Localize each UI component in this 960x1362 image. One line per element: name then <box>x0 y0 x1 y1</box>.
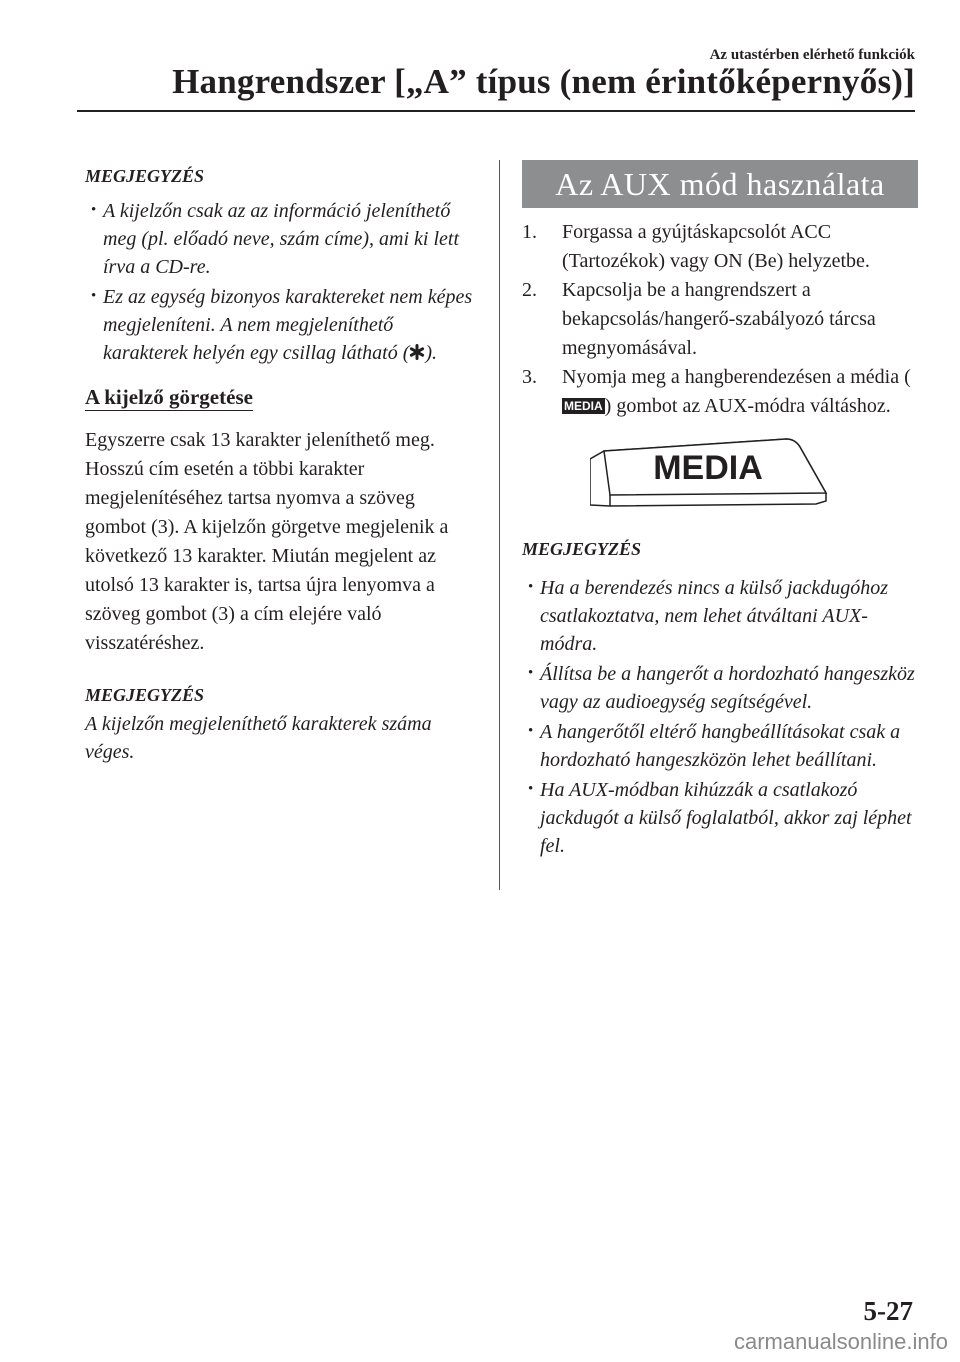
note-heading: MEGJEGYZÉS <box>85 166 205 186</box>
section-banner: Az AUX mód használata <box>522 160 918 208</box>
column-divider <box>499 160 500 890</box>
note-text: A kijelzőn megjeleníthető karakterek száma véges. <box>85 713 432 763</box>
note-heading: MEGJEGYZÉS <box>85 685 205 705</box>
step-item: 1. Forgassa a gyújtáskapcsolót ACC (Tartozékok) vagy ON (Be) helyzetbe. <box>522 221 870 272</box>
note-item-text-end: ). <box>425 342 438 364</box>
step-item: 3. Nyomja meg a hangberendezésen a média (MEDIA ) gombot az AUX-módra váltáshoz. <box>522 366 911 417</box>
media-button-label: MEDIA <box>653 449 763 487</box>
note-list <box>522 574 918 860</box>
section-heading-scroll: A kijelző görgetése <box>85 385 253 409</box>
note-item: • A kijelzőn csak az az információ jeleníthető meg (pl. előadó neve, szám címe), ami ki lett írva a CD-re. <box>85 197 477 281</box>
note-item: • A hangerőtől eltérő hangbeállításokat csak a hordozható hangeszközön lehet beállítani. <box>522 718 918 774</box>
step-item: 2. Kapcsolja be a hangrendszert a bekapcsolás/hangerő-szabályozó tárcsa megnyomásával. <box>522 279 876 359</box>
media-inline-icon: MEDIA <box>564 399 603 413</box>
watermark: carmanualsonline.info <box>733 1329 948 1354</box>
header-section-title: Az utastérben elérhető funkciók <box>709 47 915 63</box>
left-column <box>85 163 477 766</box>
scroll-paragraph: Egyszerre csak 13 karakter jeleníthető meg. Hosszú cím esetén a többi karakter megjelenítéséhez tartsa nyomva a szöveg gombot (3). A kijelzőn görgetve megjelenik a következő 13 karakter. Miután megjelent az utolsó 13 karakter is, tartsa újra lenyomva a szöveg gombot (3) a cím elejére való visszatéréshez. <box>85 429 449 654</box>
page-title: Hangrendszer [„A” típus (nem érintőképernyős)] <box>172 62 915 101</box>
note-list <box>85 197 477 367</box>
asterisk-icon <box>409 344 425 360</box>
note-item: • Állítsa be a hangerőt a hordozható hangeszköz vagy az audioegység segítségével. <box>522 660 918 716</box>
page-number: 5-27 <box>863 1296 913 1326</box>
header-rule <box>77 110 915 112</box>
right-column <box>522 160 918 862</box>
media-button-illustration <box>590 435 834 507</box>
note-item-text: Ez az egység bizonyos karaktereket nem képes megjeleníteni. A nem megjeleníthető karakterek helyén egy csillag látható ( <box>103 286 473 364</box>
note-item <box>85 283 477 367</box>
note-item: • Ha a berendezés nincs a külső jackdugóhoz csatlakoztatva, nem lehet átváltani AUX-módra. <box>522 574 918 658</box>
note-heading: MEGJEGYZÉS <box>522 539 642 559</box>
steps-list <box>522 218 918 421</box>
note-item: • Ha AUX-módban kihúzzák a csatlakozó jackdugót a külső foglalatból, akkor zaj léphet fel. <box>522 776 918 860</box>
